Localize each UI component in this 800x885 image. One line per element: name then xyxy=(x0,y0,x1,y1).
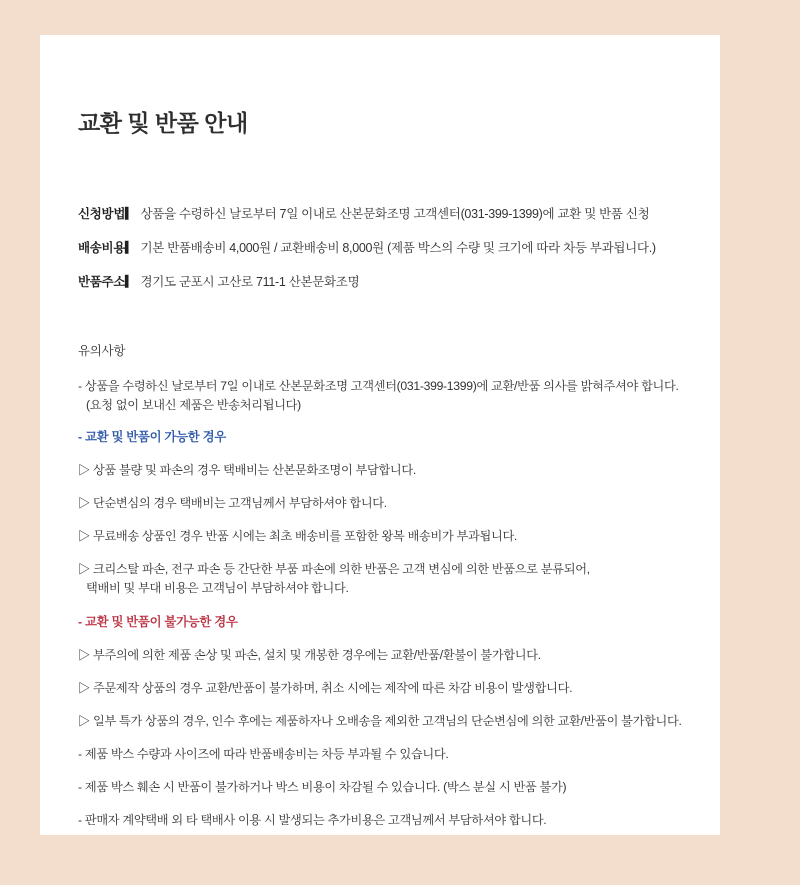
list-item-text: - 제품 박스 훼손 시 반품이 불가하거나 박스 비용이 차감될 수 있습니다. (박스 분실 시 반품 불가) xyxy=(78,779,567,794)
meta-separator: ▎ xyxy=(125,240,138,255)
list-item xyxy=(78,778,682,797)
list-item xyxy=(78,679,682,698)
meta-text: 기본 반품배송비 4,000원 / 교환배송비 8,000원 (제품 박스의 수량 및 크기에 따라 차등 부과됩니다.) xyxy=(140,240,656,255)
meta-text: 상품을 수령하신 날로부터 7일 이내로 산본문화조명 고객센터(031-399-1399)에 교환 및 반품 신청 xyxy=(140,207,650,221)
list-item xyxy=(78,745,682,764)
notice-intro-main: - 상품을 수령하신 날로부터 7일 이내로 산본문화조명 고객센터(031-399-1399)에 교환/반품 의사를 밝혀주셔야 합니다. xyxy=(78,378,679,393)
section-heading-exchange-allowed: - 교환 및 반품이 가능한 경우 xyxy=(78,430,226,445)
notice-intro xyxy=(78,377,682,415)
list-item-text: ▷ 단순변심의 경우 택배비는 고객님께서 부담하셔야 합니다. xyxy=(78,496,387,511)
document-card xyxy=(40,35,720,835)
meta-text: 경기도 군포시 고산로 711-1 산본문화조명 xyxy=(140,274,360,289)
meta-row xyxy=(78,240,682,257)
meta-row xyxy=(78,274,682,291)
list-item-text: ▷ 주문제작 상품의 경우 교환/반품이 불가하며, 취소 시에는 제작에 따른 차감 비용이 발생합니다. xyxy=(78,680,573,695)
list-item-text: ▷ 일부 특가 상품의 경우, 인수 후에는 제품하자나 오배송을 제외한 고객님의 단순변심에 의한 교환/반품이 불가합니다. xyxy=(78,713,682,728)
list-item-text: ▷ 무료배송 상품인 경우 반품 시에는 최초 배송비를 포함한 왕복 배송비가 부과됩니다. xyxy=(78,529,518,544)
notice-heading: 유의사항 xyxy=(78,343,126,358)
list-item xyxy=(78,811,682,830)
meta-label: 배송비용 xyxy=(78,240,126,255)
list-item-text: ▷ 상품 불량 및 파손의 경우 택배비는 산본문화조명이 부담합니다. xyxy=(78,463,416,478)
meta-separator: ▎ xyxy=(125,274,138,289)
list-item xyxy=(78,494,682,513)
notice-section xyxy=(78,341,682,830)
meta-label: 신청방법 xyxy=(78,207,126,221)
meta-row xyxy=(78,206,682,223)
list-item xyxy=(78,461,682,480)
notice-intro-sub: (요청 없이 보내신 제품은 반송처리됩니다) xyxy=(86,397,301,412)
list-item-text: - 제품 박스 수량과 사이즈에 따라 반품배송비는 차등 부과될 수 있습니다. xyxy=(78,746,449,761)
list-item-text: - 판매자 계약택배 외 타 택배사 이용 시 발생되는 추가비용은 고객님께서 부담하셔야 합니다. xyxy=(78,812,547,827)
list-item xyxy=(78,646,682,665)
list-item-text: ▷ 크리스탈 파손, 전구 파손 등 간단한 부품 파손에 의한 반품은 고객 변심에 의한 반품으로 분류되어, xyxy=(78,562,590,577)
list-item xyxy=(78,712,682,731)
meta-separator: ▎ xyxy=(125,207,138,221)
section-heading-exchange-denied: - 교환 및 반품이 불가능한 경우 xyxy=(78,614,238,629)
meta-section xyxy=(78,206,682,291)
page-title: 교환 및 반품 안내 xyxy=(78,110,248,136)
list-item xyxy=(78,560,682,598)
list-item-text: ▷ 부주의에 의한 제품 손상 및 파손, 설치 및 개봉한 경우에는 교환/반품/환불이 불가합니다. xyxy=(78,647,541,662)
list-item-subtext: 택배비 및 부대 비용은 고객님이 부담하셔야 합니다. xyxy=(86,581,349,596)
list-item xyxy=(78,527,682,546)
meta-label: 반품주소 xyxy=(78,274,126,289)
